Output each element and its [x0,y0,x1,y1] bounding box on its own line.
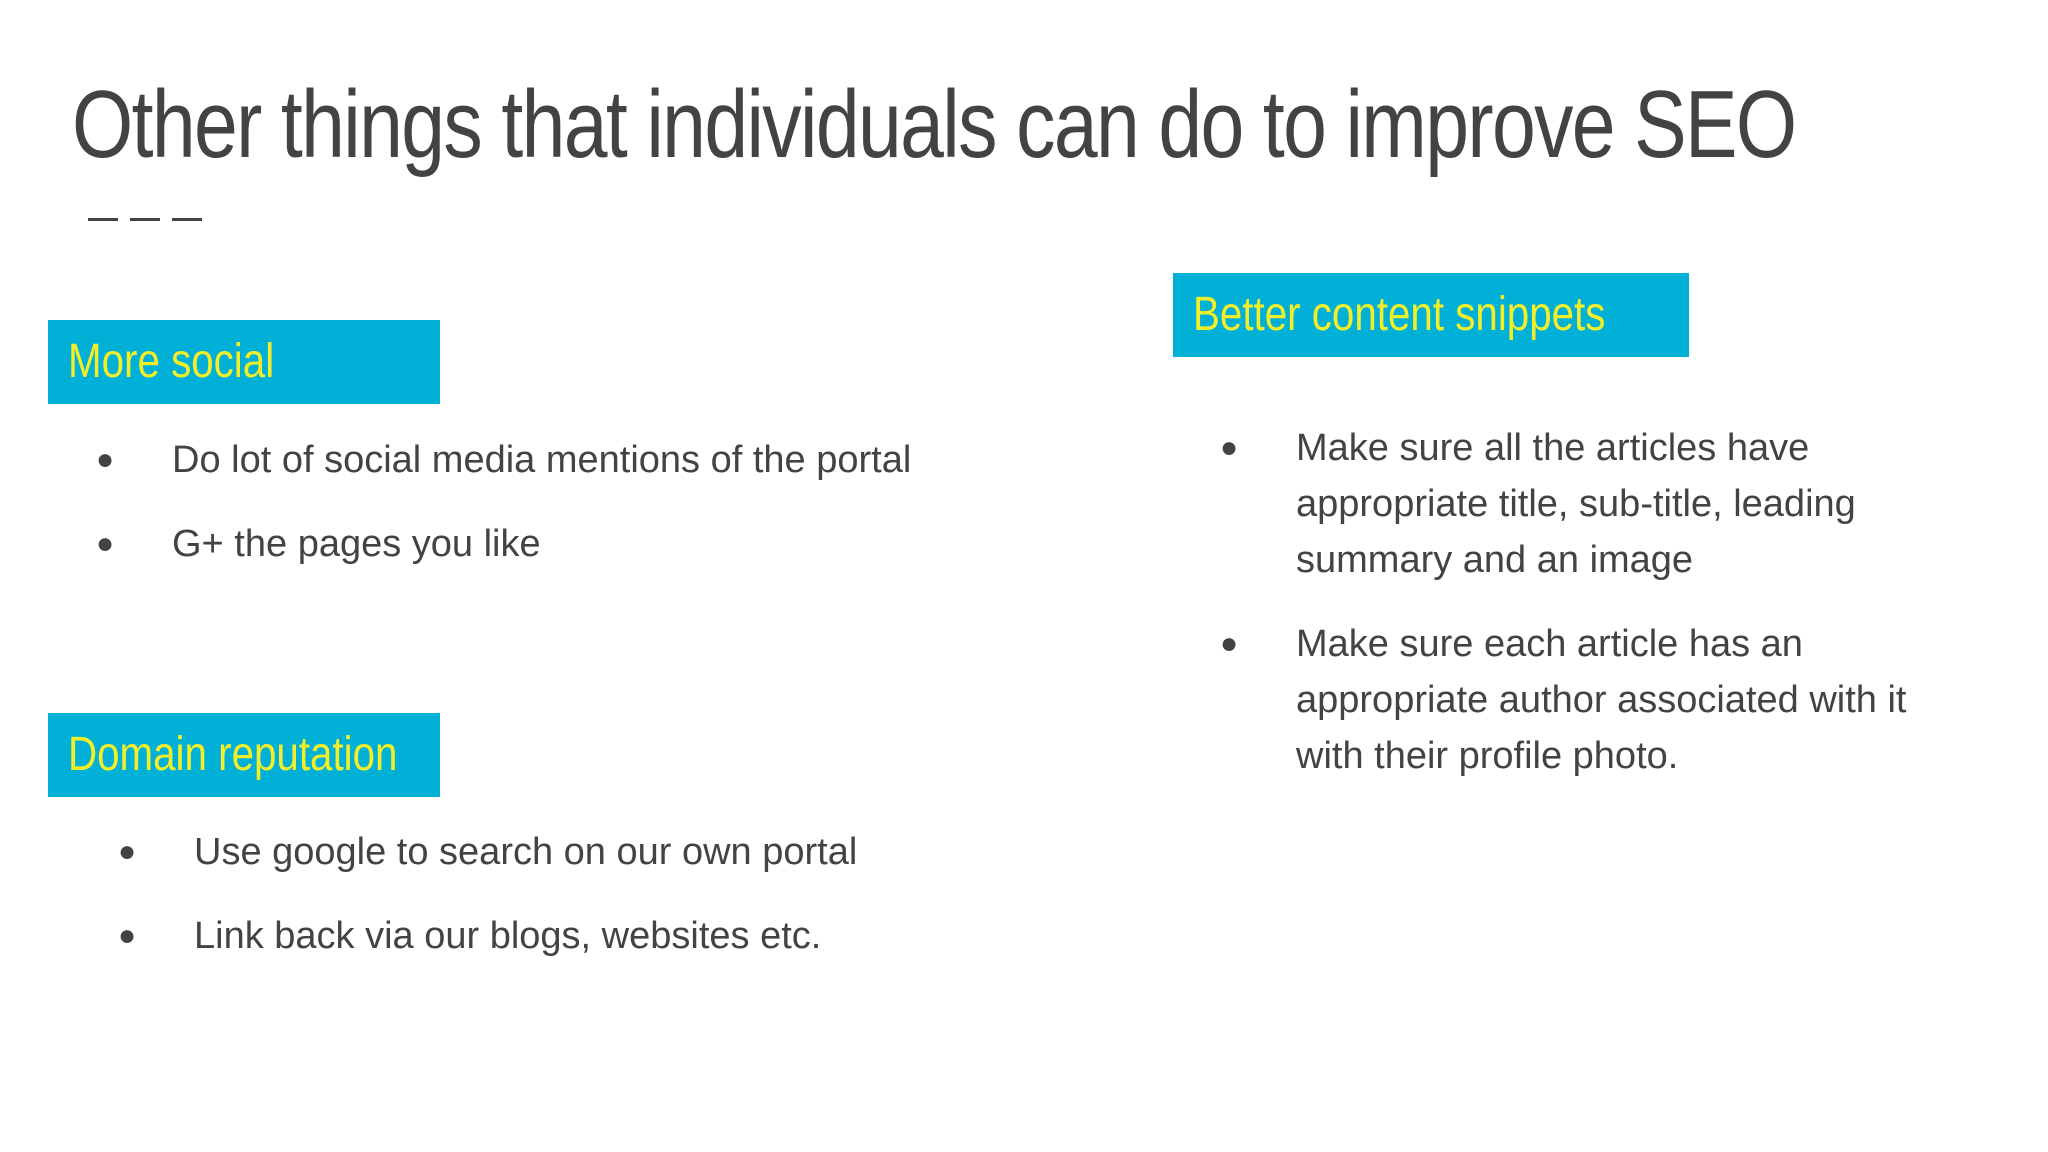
bullet-icon: ● [118,919,137,952]
list-item [118,824,998,880]
list-item [96,516,996,572]
list-item [96,432,996,488]
better-content-snippets-list [1220,420,1980,784]
title-underline-dash [172,218,202,221]
better-content-snippets-label [1173,273,1689,357]
more-social-label [48,320,440,404]
title-underline-dash [88,218,118,221]
bullet-icon: ● [96,443,115,476]
list-item-text: Make sure all the articles have appropriate title, sub-title, leading summary and an image [1296,427,1856,581]
list-item [1220,616,1980,784]
domain-reputation-list [118,824,998,964]
bullet-icon: ● [96,527,115,560]
list-item [118,908,998,964]
list-item [1220,420,1980,588]
more-social-list [96,432,996,572]
list-item-text: G+ the pages you like [172,523,541,565]
better-content-snippets-label-text: Better content snippets [1193,288,1606,341]
domain-reputation-label [48,713,440,797]
title-underline-dash [130,218,160,221]
bullet-icon: ● [1220,431,1239,464]
list-item-text: Use google to search on our own portal [194,831,858,873]
bullet-icon: ● [118,835,137,868]
list-item-text: Make sure each article has an appropriate author associated with it with their profile photo. [1296,623,1907,777]
domain-reputation-label-text: Domain reputation [68,728,398,781]
more-social-label-text: More social [68,335,275,388]
list-item-text: Do lot of social media mentions of the portal [172,439,912,481]
list-item-text: Link back via our blogs, websites etc. [194,915,822,957]
slide-title: Other things that individuals can do to improve SEO [72,71,1796,178]
bullet-icon: ● [1220,627,1239,660]
